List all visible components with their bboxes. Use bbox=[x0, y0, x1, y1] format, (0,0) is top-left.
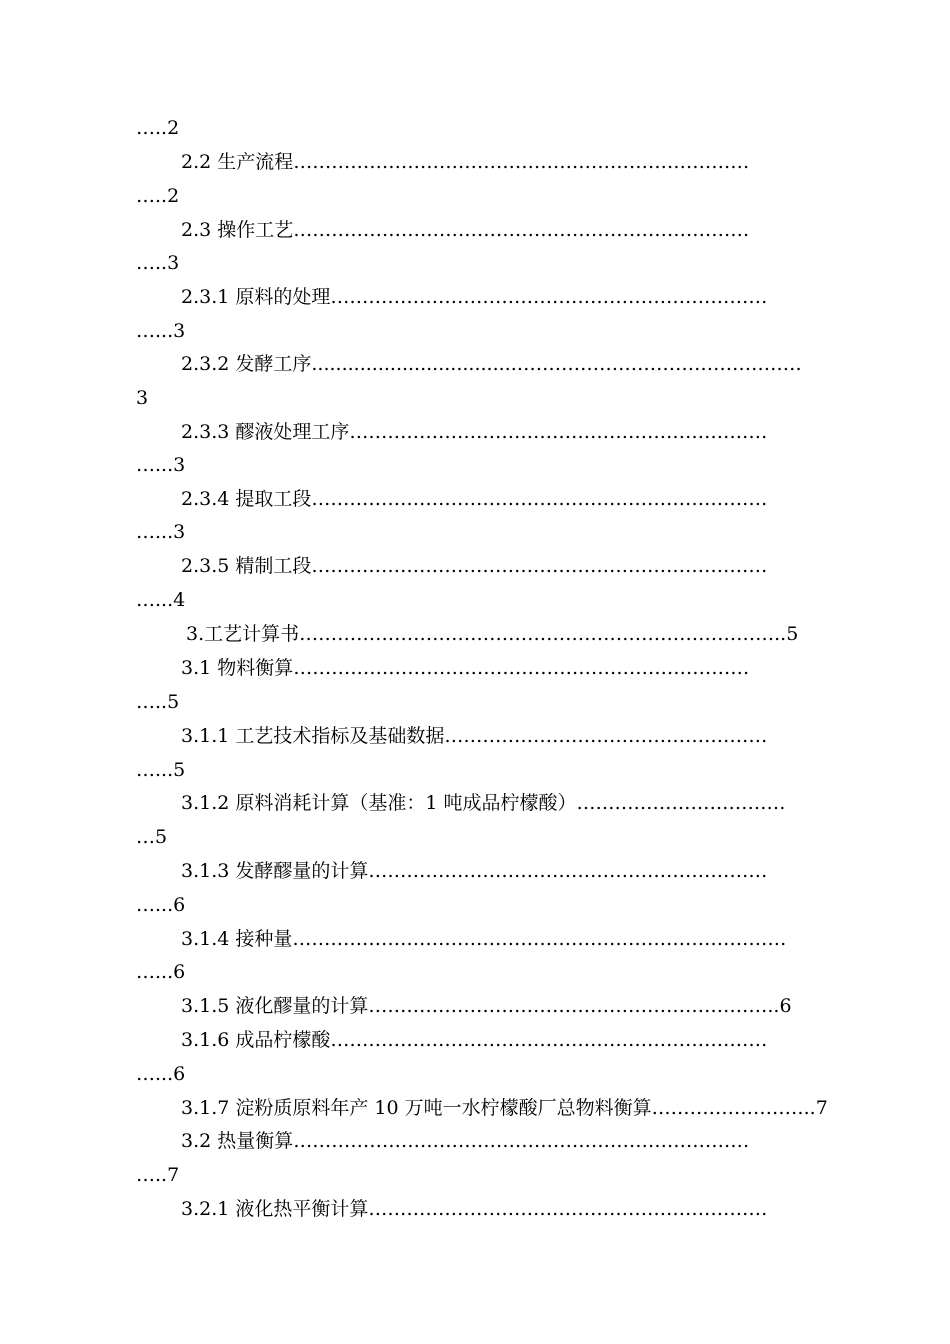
toc-entry: 3.1.6 成品柠檬酸…………………………………………………………… bbox=[181, 1029, 768, 1051]
toc-line: …..2 bbox=[136, 117, 180, 139]
toc-entry: 3.1.3 发酵醪量的计算……………………………………………………… bbox=[181, 860, 768, 882]
toc-line: …5 bbox=[136, 826, 168, 848]
toc-line: …...3 bbox=[136, 454, 186, 476]
toc-entry: 3.1.5 液化醪量的计算………………………………………………………..6 bbox=[181, 995, 792, 1017]
toc-line: …...3 bbox=[136, 521, 186, 543]
toc-line: …..7 bbox=[136, 1164, 180, 1186]
toc-entry: 2.3.3 醪液处理工序………………………………………………………… bbox=[181, 421, 768, 443]
toc-entry: 3.1.2 原料消耗计算（基准：1 吨成品柠檬酸）…………………………… bbox=[181, 792, 786, 814]
toc-line: …...6 bbox=[136, 1063, 186, 1085]
toc-entry: 2.3.5 精制工段……………………………………………………………… bbox=[181, 555, 768, 577]
toc-entry: 3.1.1 工艺技术指标及基础数据…………………………………………… bbox=[181, 725, 768, 747]
toc-line: …...3 bbox=[136, 320, 186, 342]
toc-line: …..5 bbox=[136, 691, 180, 713]
toc-entry: 2.3.4 提取工段……………………………………………………………… bbox=[181, 488, 768, 510]
toc-line: …...5 bbox=[136, 759, 186, 781]
toc-entry: 3.1.7 淀粉质原料年产 10 万吨一水柠檬酸厂总物料衡算……………………..7 bbox=[181, 1097, 828, 1119]
toc-entry: 3.2 热量衡算……………………………………………………………… bbox=[181, 1130, 750, 1152]
toc-entry: 3.1 物料衡算……………………………………………………………… bbox=[181, 657, 750, 679]
toc-entry: 3.2.1 液化热平衡计算……………………………………………………… bbox=[181, 1198, 768, 1220]
toc-line: …...6 bbox=[136, 894, 186, 916]
toc-line: 3 bbox=[136, 387, 149, 409]
toc-line: …...4 bbox=[136, 589, 186, 611]
toc-line: …..2 bbox=[136, 185, 180, 207]
toc-entry: 3.1.4 接种量…………………………………………………………………… bbox=[181, 928, 787, 950]
toc-line: …..3 bbox=[136, 252, 180, 274]
toc-entry: 2.3.2 发酵工序..................................……………………………………… bbox=[181, 353, 802, 375]
toc-entry: 3.工艺计算书…………………………………………………………………..5 bbox=[186, 623, 799, 645]
toc-entry: 2.3 操作工艺……………………………………………………………… bbox=[181, 219, 750, 241]
toc-entry: 2.2 生产流程……………………………………………………………… bbox=[181, 151, 750, 173]
toc-line: …...6 bbox=[136, 961, 186, 983]
toc-entry: 2.3.1 原料的处理…………………………………………………………… bbox=[181, 286, 768, 308]
